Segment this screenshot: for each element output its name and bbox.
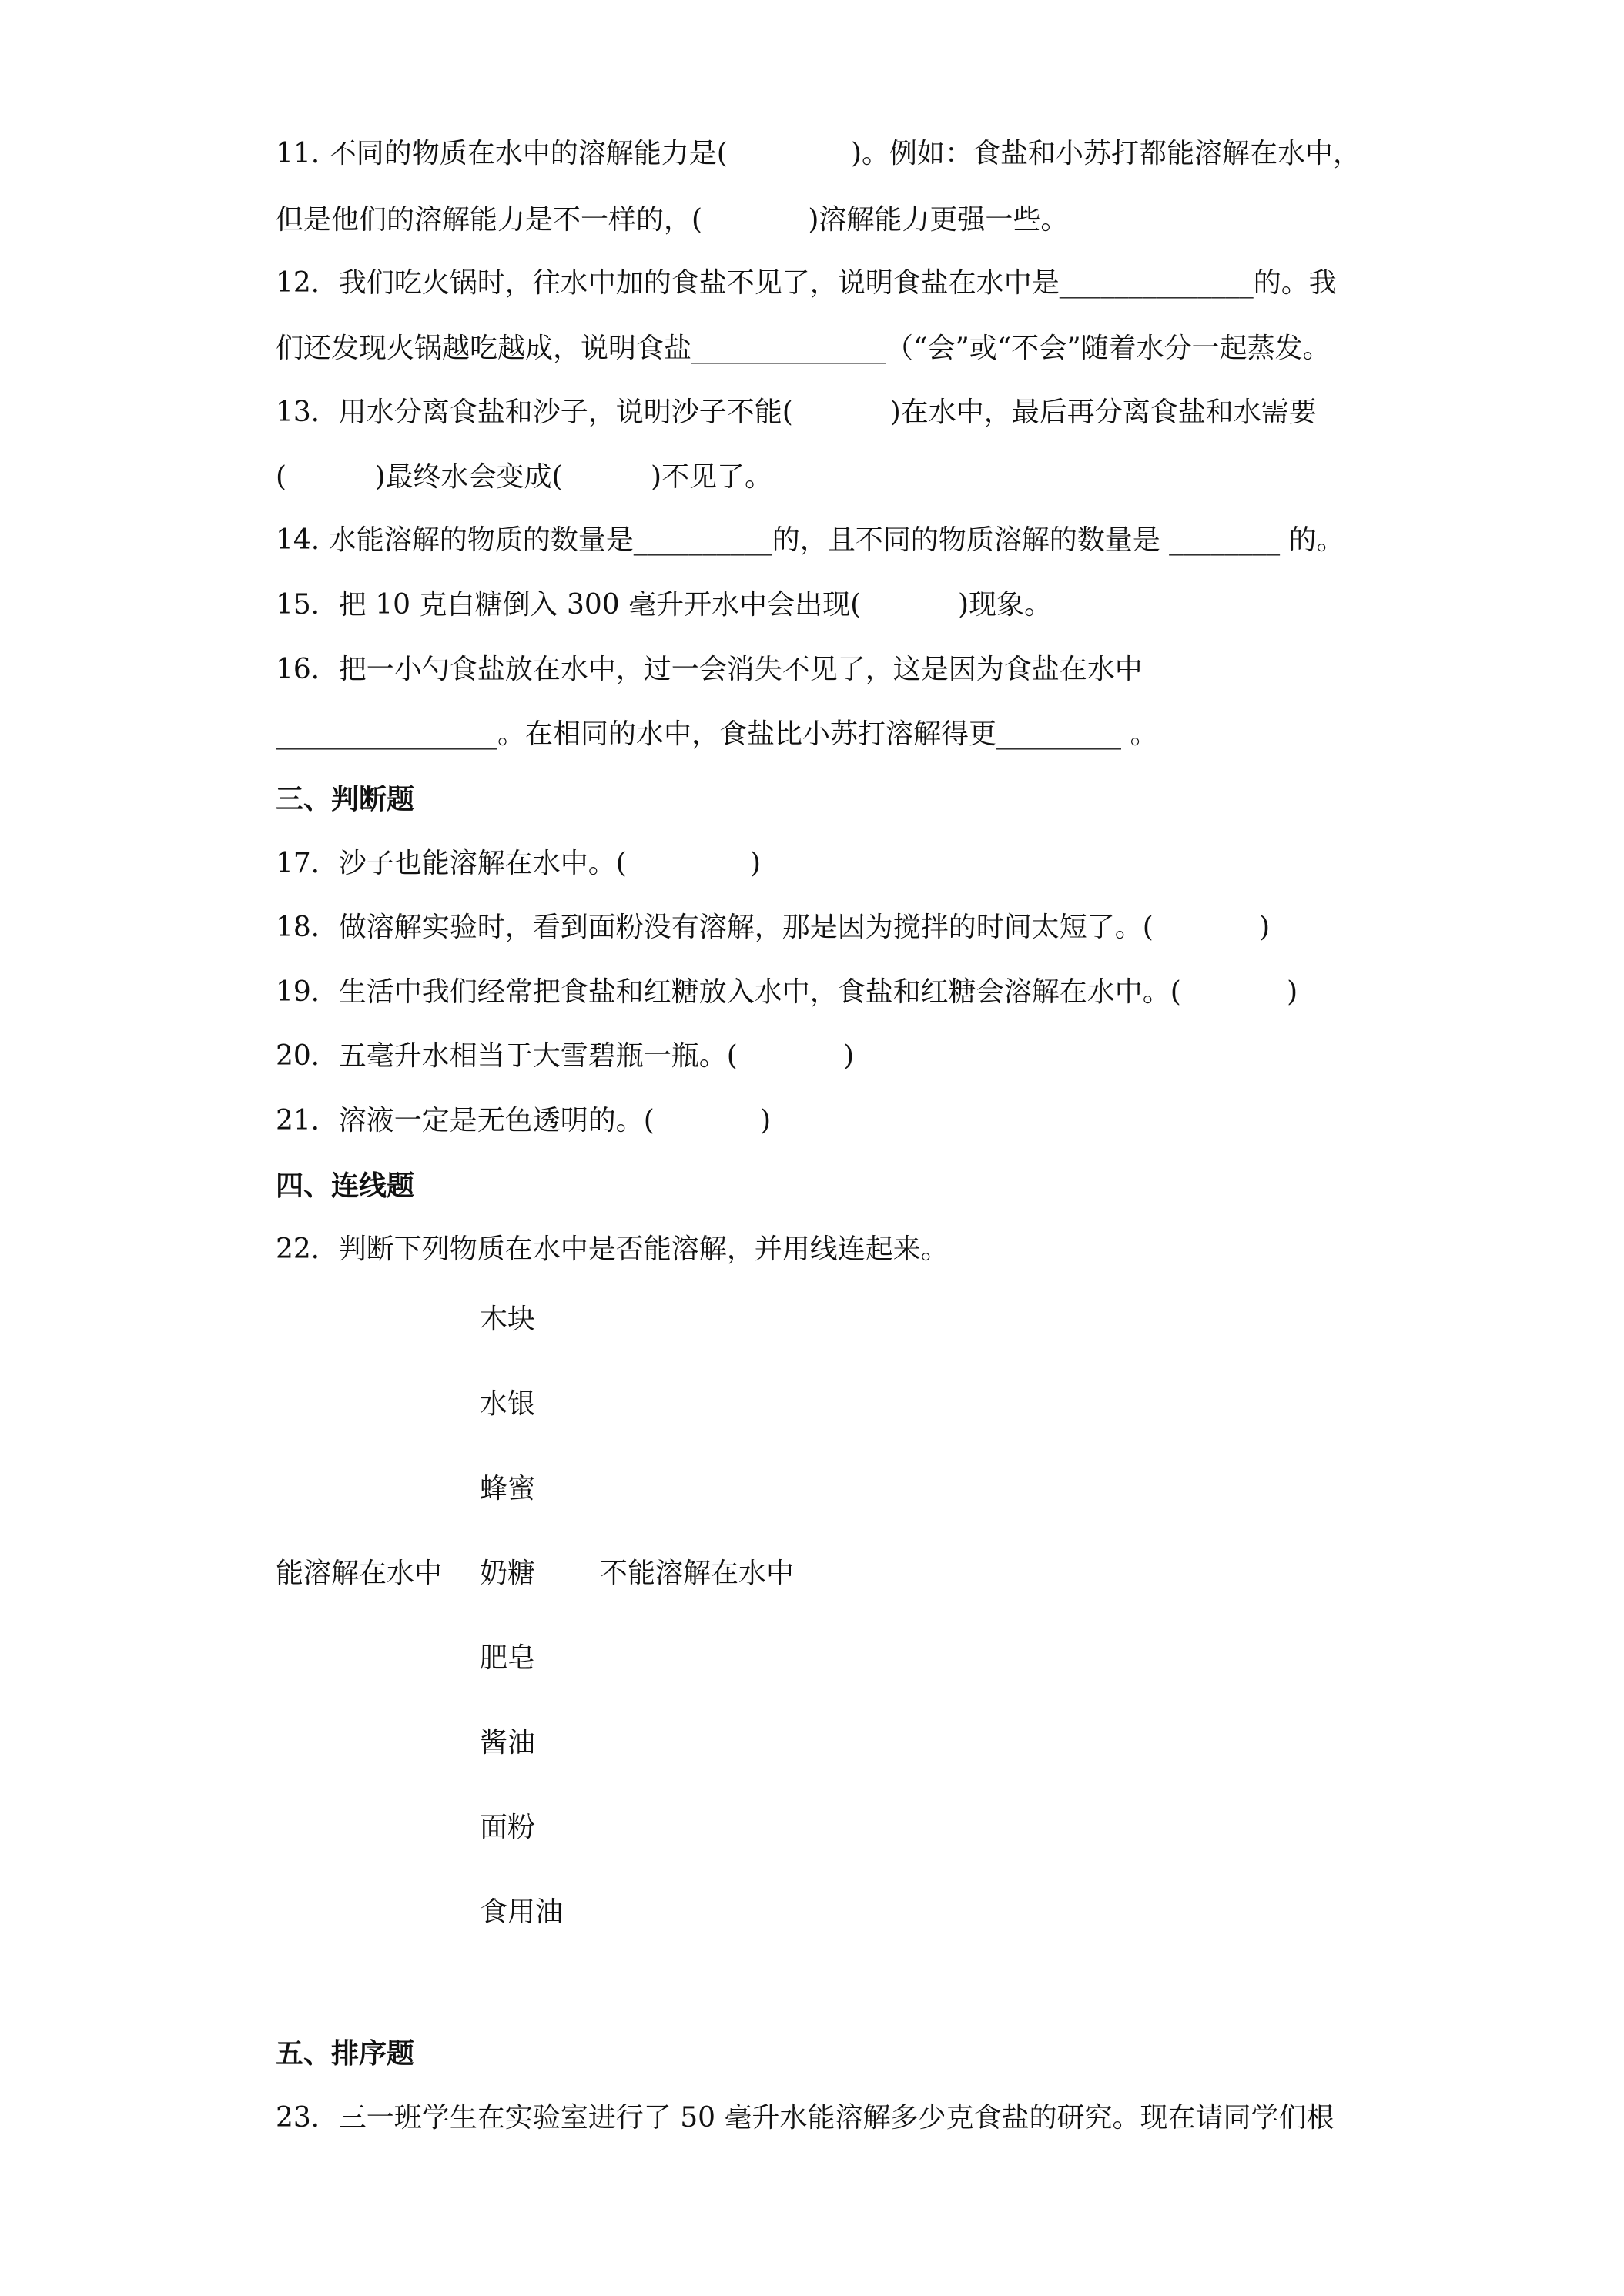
q13-line2: ( )最终水会变成( )不见了。 <box>276 461 773 493</box>
right-label: 不能溶解在水中 <box>600 1558 795 1589</box>
q19: 19．生活中我们经常把食盐和红糖放入水中，食盐和红糖会溶解在水中。( ) <box>276 976 1298 1008</box>
q11-line2: 但是他们的溶解能力是不一样的，( )溶解能力更强一些。 <box>276 204 1069 236</box>
q16-line1: 16．把一小勺食盐放在水中，过一会消失不见了，这是因为食盐在水中 <box>276 654 1143 685</box>
q13-line1: 13．用水分离食盐和沙子，说明沙子不能( )在水中，最后再分离食盐和水需要 <box>276 397 1317 428</box>
match-item: 蜂蜜 <box>480 1473 536 1504</box>
q12-line1: 12．我们吃火锅时，往水中加的食盐不见了，说明食盐在水中是______________的。我 <box>276 267 1337 299</box>
q17: 17．沙子也能溶解在水中。( ) <box>276 848 762 879</box>
q16-line2: ________________。在相同的水中，食盐比小苏打溶解得更_________ 。 <box>276 718 1158 750</box>
section4-heading: 四、连线题 <box>276 1170 415 1202</box>
section3-heading: 三、判断题 <box>276 783 415 815</box>
match-item: 奶糖 <box>480 1558 536 1589</box>
q15: 15．把 10 克白糖倒入 300 毫升开水中会出现( )现象。 <box>276 589 1053 621</box>
q11-line1: 11. 不同的物质在水中的溶解能力是( )。例如：食盐和小苏打都能溶解在水中， <box>276 138 1361 169</box>
match-item: 面粉 <box>480 1812 536 1843</box>
q12-line2: 们还发现火锅越吃越成，说明食盐______________（“会”或“不会”随着水分一起蒸发。 <box>276 333 1331 364</box>
q22: 22．判断下列物质在水中是否能溶解，并用线连起来。 <box>276 1233 949 1265</box>
section5-heading: 五、排序题 <box>276 2037 415 2070</box>
match-item: 木块 <box>480 1304 536 1335</box>
match-item: 水银 <box>480 1388 536 1420</box>
match-item: 酱油 <box>480 1727 536 1759</box>
q21: 21．溶液一定是无色透明的。( ) <box>276 1105 772 1136</box>
match-item: 肥皂 <box>480 1642 536 1674</box>
q20: 20．五毫升水相当于大雪碧瓶一瓶。( ) <box>276 1040 855 1072</box>
match-item: 食用油 <box>480 1896 564 1928</box>
q14: 14. 水能溶解的物质的数量是__________的，且不同的物质溶解的数量是 ________ 的。 <box>276 524 1344 556</box>
q18: 18．做溶解实验时，看到面粉没有溶解，那是因为搅拌的时间太短了。( ) <box>276 912 1271 943</box>
q23: 23．三一班学生在实验室进行了 50 毫升水能溶解多少克食盐的研究。现在请同学们根 <box>276 2102 1334 2134</box>
left-label: 能溶解在水中 <box>276 1558 443 1589</box>
